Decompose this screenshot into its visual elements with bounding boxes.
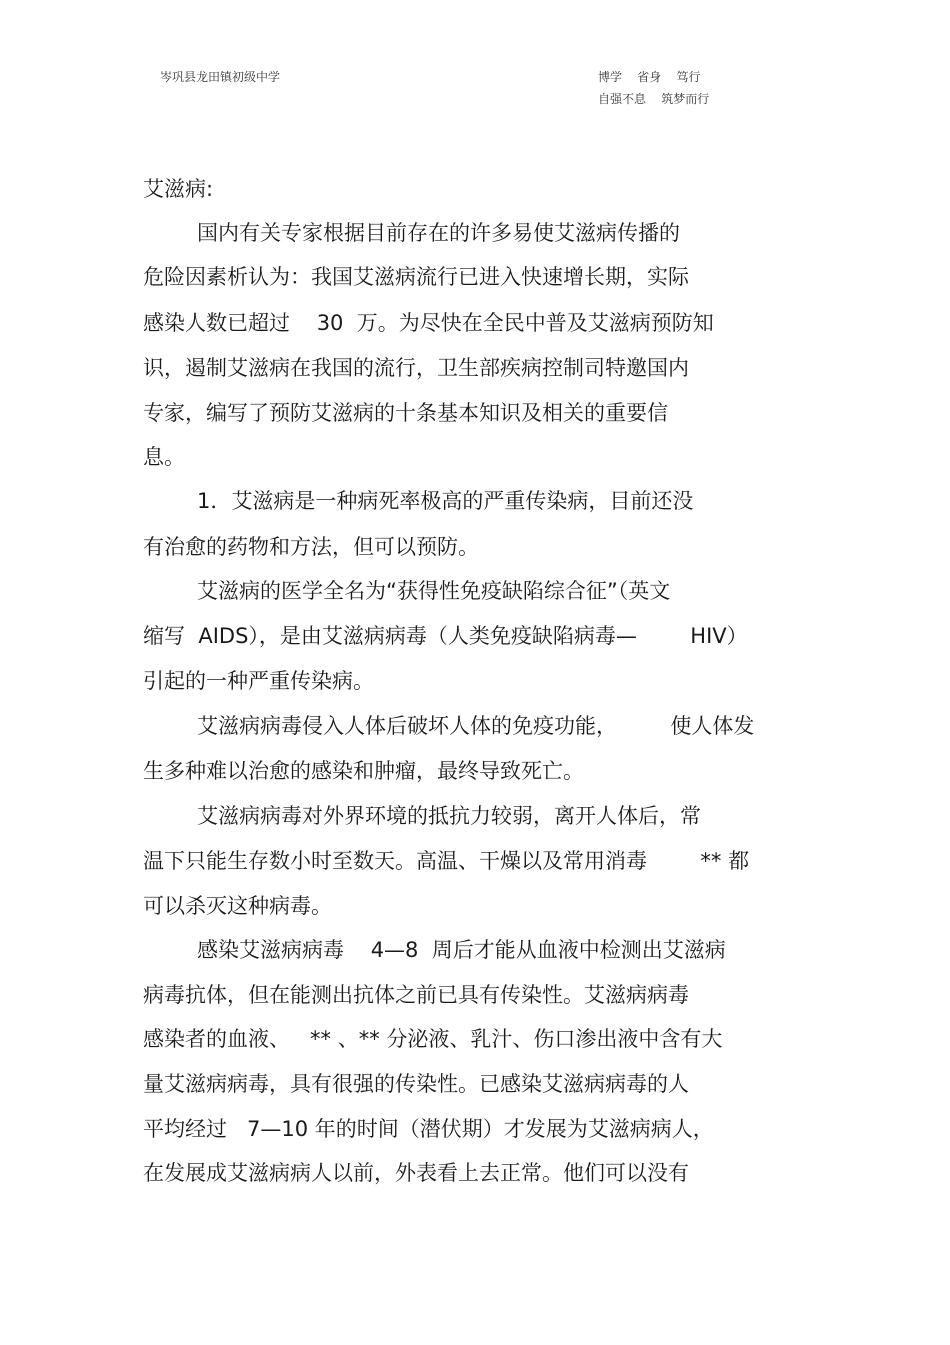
numbered-point: 1．艾滋病是一种病死率极高的严重传染病，目前还没 <box>197 489 694 513</box>
text-line: 缩写 AIDS），是由艾滋病病毒（人类免疫缺陷病毒— HIV） <box>143 624 748 648</box>
section-title: 艾滋病: <box>143 177 214 201</box>
text-line: 病毒抗体，但在能测出抗体之前已具有传染性。艾滋病病毒 <box>143 983 689 1007</box>
motto-line-1: 博学 省身 笃行 <box>598 70 701 84</box>
text-line: 感染人数已超过 30 万。为尽快在全民中普及艾滋病预防知 <box>143 311 714 335</box>
motto-line-2: 自强不息 筑梦而行 <box>598 92 710 106</box>
text-line: 息。 <box>143 445 185 469</box>
text-line: 艾滋病的医学全名为“获得性免疫缺陷综合征”（英文 <box>197 579 671 603</box>
text-line: 量艾滋病病毒，具有很强的传染性。已感染艾滋病病毒的人 <box>143 1072 689 1096</box>
text-line: 艾滋病病毒对外界环境的抵抗力较弱，离开人体后，常 <box>197 804 701 828</box>
text-line: 温下只能生存数小时至数天。高温、干燥以及常用消毒 ** 都 <box>143 849 750 873</box>
text-line: 引起的一种严重传染病。 <box>143 669 374 693</box>
text-line: 在发展成艾滋病病人以前，外表看上去正常。他们可以没有 <box>143 1161 689 1185</box>
text-line: 感染艾滋病病毒 4—8 周后才能从血液中检测出艾滋病 <box>197 938 726 962</box>
text-line: 生多种难以治愈的感染和肿瘤，最终导致死亡。 <box>143 759 584 783</box>
text-line: 艾滋病病毒侵入人体后破坏人体的免疫功能， 使人体发 <box>197 714 755 738</box>
text-line: 专家，编写了预防艾滋病的十条基本知识及相关的重要信 <box>143 401 668 425</box>
text-line: 识，遏制艾滋病在我国的流行，卫生部疾病控制司特邀国内 <box>143 356 689 380</box>
text-line: 危险因素析认为：我国艾滋病流行已进入快速增长期，实际 <box>143 265 689 289</box>
school-name: 岑巩县龙田镇初级中学 <box>160 70 281 84</box>
text-line: 国内有关专家根据目前存在的许多易使艾滋病传播的 <box>197 221 680 245</box>
text-line: 有治愈的药物和方法，但可以预防。 <box>143 535 479 559</box>
text-line: 平均经过 7—10 年的时间（潜伏期）才发展为艾滋病病人， <box>143 1117 714 1141</box>
text-line: 可以杀灭这种病毒。 <box>143 894 332 918</box>
text-line: 感染者的血液、 ** 、** 分泌液、乳汁、伤口渗出液中含有大 <box>143 1027 723 1051</box>
